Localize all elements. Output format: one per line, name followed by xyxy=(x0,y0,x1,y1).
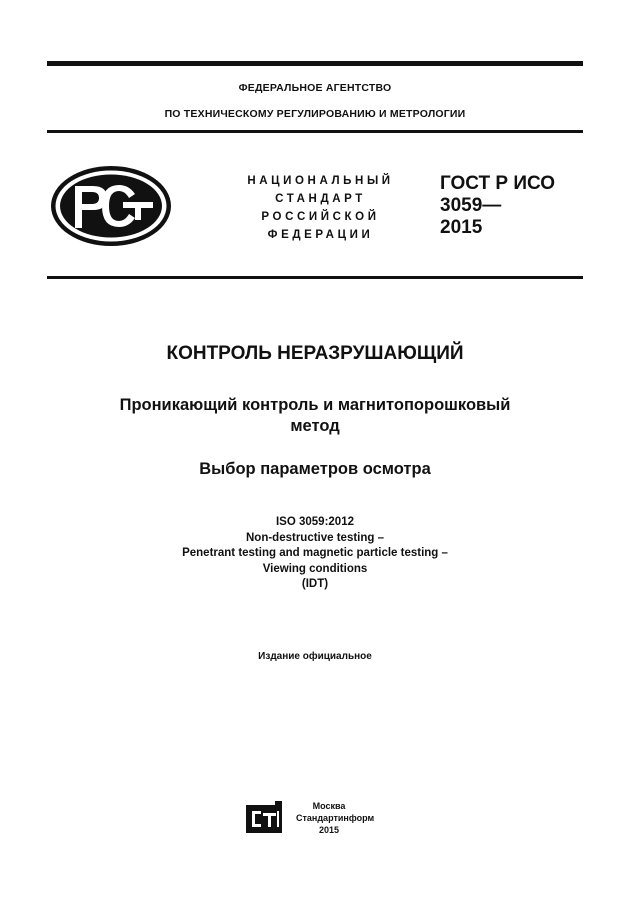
agency-name-line1: ФЕДЕРАЛЬНОЕ АГЕНТСТВО xyxy=(238,82,392,94)
agency-name-line2: ПО ТЕХНИЧЕСКОМУ РЕГУЛИРОВАНИЮ И МЕТРОЛОГИИ xyxy=(164,108,466,120)
publisher-block xyxy=(296,800,375,836)
header-rule xyxy=(47,130,583,133)
standartinform-logo-icon xyxy=(246,801,286,833)
national-standard-line3: РОССИЙСКОЙ xyxy=(261,211,380,223)
gost-r-certification-mark-icon xyxy=(49,164,173,248)
publisher-city: Москва xyxy=(312,801,346,811)
iso-title-line1: Non-destructive testing – xyxy=(245,531,385,544)
gost-designation-line2: 3059— xyxy=(440,195,502,216)
national-standard-label xyxy=(228,172,413,244)
document-title: КОНТРОЛЬ НЕРАЗРУШАЮЩИЙ xyxy=(166,343,464,364)
top-rule xyxy=(47,61,583,66)
iso-reference xyxy=(0,515,630,593)
gost-designation-line3: 2015 xyxy=(440,217,483,238)
iso-title-line2: Penetrant testing and magnetic particle testing – xyxy=(182,547,448,559)
header-bottom-rule xyxy=(47,276,583,279)
document-subtitle-line2: метод xyxy=(290,417,340,435)
document-subtitle-part: Выбор параметров осмотра xyxy=(199,460,431,478)
document-subtitle xyxy=(60,395,570,437)
edition-label: Издание официальное xyxy=(258,651,372,662)
iso-title-line3: Viewing conditions xyxy=(262,562,368,575)
publisher-name: Стандартинформ xyxy=(296,813,375,823)
gost-designation xyxy=(440,173,555,239)
iso-number: ISO 3059:2012 xyxy=(275,516,354,528)
iso-equivalence: (IDT) xyxy=(301,578,329,590)
document-subtitle-line1: Проникающий контроль и магнитопорошковый xyxy=(119,396,511,414)
national-standard-line2: СТАНДАРТ xyxy=(275,193,366,205)
national-standard-line4: ФЕДЕРАЦИИ xyxy=(267,229,374,241)
gost-designation-line1: ГОСТ Р ИСО xyxy=(440,173,556,194)
national-standard-line1: НАЦИОНАЛЬНЫЙ xyxy=(247,175,394,187)
publisher-year: 2015 xyxy=(318,825,340,835)
